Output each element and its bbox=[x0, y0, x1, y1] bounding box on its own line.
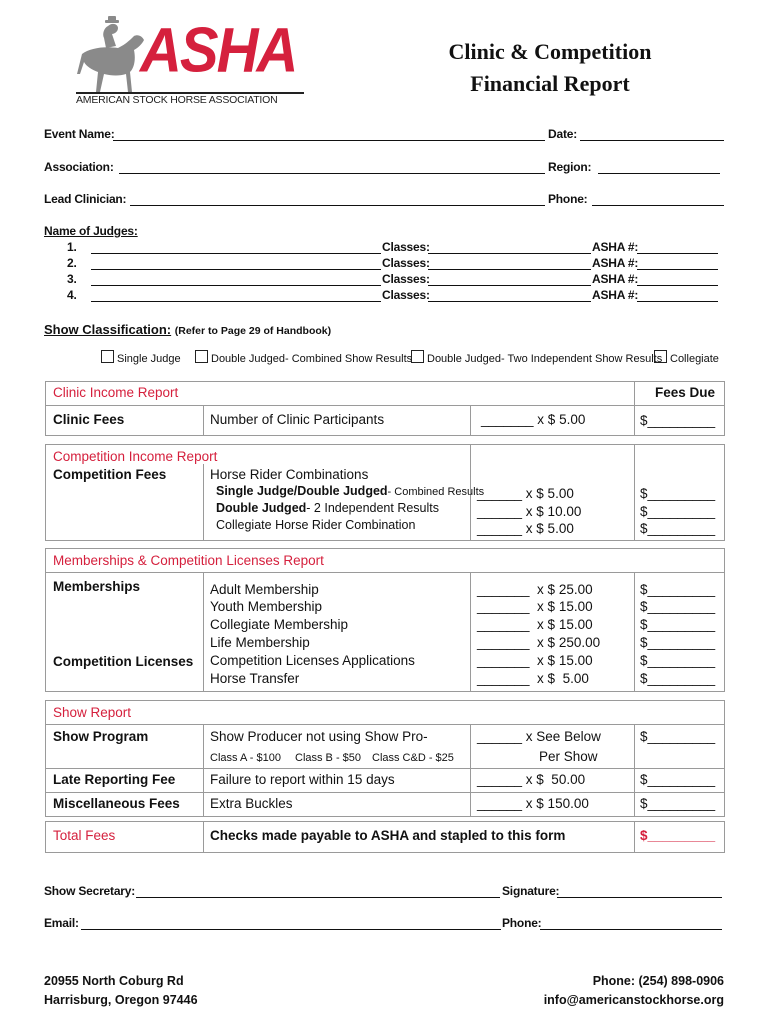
footer-contact bbox=[520, 972, 724, 1010]
judge-name-field[interactable] bbox=[91, 301, 381, 302]
date-field[interactable] bbox=[580, 140, 724, 141]
lead-clinician-label: Lead Clinician: bbox=[44, 192, 127, 206]
membership-qty[interactable]: _______ x $ 15.00 bbox=[477, 617, 593, 632]
event-name-field[interactable] bbox=[113, 140, 545, 141]
total-fees-label: Total Fees bbox=[53, 828, 116, 843]
clinic-fees-label: Clinic Fees bbox=[53, 412, 125, 427]
show-program-desc: Show Producer not using Show Pro- bbox=[210, 729, 428, 744]
address-line-2: Harrisburg, Oregon 97446 bbox=[44, 993, 198, 1007]
judge-asha-field[interactable] bbox=[637, 301, 718, 302]
judge-number: 3. bbox=[67, 272, 77, 286]
show-secretary-label: Show Secretary: bbox=[44, 884, 136, 898]
logo-subtitle: AMERICAN STOCK HORSE ASSOCIATION bbox=[76, 94, 278, 106]
option-single-judge[interactable] bbox=[101, 350, 181, 365]
clinic-desc: Number of Clinic Participants bbox=[210, 412, 385, 427]
show-program-qty[interactable]: ______ x See Below bbox=[477, 729, 601, 744]
membership-item: Collegiate Membership bbox=[210, 617, 349, 632]
judge-classes-label: Classes: bbox=[382, 272, 430, 286]
lead-clinician-field[interactable] bbox=[130, 205, 545, 206]
association-field[interactable] bbox=[119, 173, 545, 174]
checkbox-icon[interactable] bbox=[101, 350, 114, 363]
judges-heading: Name of Judges: bbox=[44, 224, 138, 238]
clinic-due-field[interactable]: $_________ bbox=[640, 413, 716, 428]
date-label: Date: bbox=[548, 127, 578, 141]
option-label: Single Judge bbox=[117, 353, 181, 365]
membership-due[interactable]: $_________ bbox=[640, 582, 716, 597]
classification-note: (Refer to Page 29 of Handbook) bbox=[174, 325, 332, 337]
judge-name-field[interactable] bbox=[91, 253, 381, 254]
competition-qty-1[interactable]: ______ x $ 5.00 bbox=[477, 486, 574, 501]
association-label: Association: bbox=[44, 160, 114, 174]
option-double-combined[interactable] bbox=[195, 350, 412, 365]
memberships-heading: Memberships & Competition Licenses Report bbox=[53, 553, 324, 568]
line-bold: Single Judge/Double Judged bbox=[216, 484, 388, 498]
competition-licenses-label: Competition Licenses bbox=[53, 654, 194, 669]
membership-due[interactable]: $_________ bbox=[640, 599, 716, 614]
class-cd-price: Class C&D - $25 bbox=[372, 752, 454, 764]
email-field[interactable] bbox=[81, 929, 501, 930]
membership-qty[interactable]: _______ x $ 25.00 bbox=[477, 582, 593, 597]
phone-field[interactable] bbox=[592, 205, 724, 206]
competition-heading: Competition Income Report bbox=[53, 449, 218, 464]
event-name-label: Event Name: bbox=[44, 127, 115, 141]
judge-asha-field[interactable] bbox=[637, 253, 718, 254]
membership-qty[interactable]: _______ x $ 250.00 bbox=[477, 635, 601, 650]
membership-qty[interactable]: _______ x $ 15.00 bbox=[477, 599, 593, 614]
competition-due-2[interactable]: $_________ bbox=[640, 504, 716, 519]
email-label: Email: bbox=[44, 916, 79, 930]
checkbox-icon[interactable] bbox=[195, 350, 208, 363]
misc-fees-due[interactable]: $_________ bbox=[640, 796, 716, 811]
competition-line-2 bbox=[216, 500, 439, 517]
membership-item: Competition Licenses Applications bbox=[210, 653, 415, 668]
title-line-1: Clinic & Competition bbox=[448, 39, 652, 64]
competition-qty-3[interactable]: ______ x $ 5.00 bbox=[477, 521, 574, 536]
judge-asha-field[interactable] bbox=[637, 269, 718, 270]
membership-due[interactable]: $_________ bbox=[640, 635, 716, 650]
competition-due-1[interactable]: $_________ bbox=[640, 486, 716, 501]
clinic-qty-field[interactable]: _______ x $ 5.00 bbox=[481, 412, 586, 427]
competition-due-3[interactable]: $_________ bbox=[640, 521, 716, 536]
show-program-per-show: Per Show bbox=[539, 749, 598, 764]
fees-due-heading: Fees Due bbox=[655, 385, 716, 400]
checkbox-icon[interactable] bbox=[411, 350, 424, 363]
misc-fees-label: Miscellaneous Fees bbox=[53, 796, 180, 811]
membership-due[interactable]: $_________ bbox=[640, 617, 716, 632]
signoff-phone-field[interactable] bbox=[540, 929, 722, 930]
signoff-phone-label: Phone: bbox=[502, 916, 542, 930]
judge-name-field[interactable] bbox=[91, 269, 381, 270]
asha-logo bbox=[72, 14, 308, 110]
judge-asha-field[interactable] bbox=[637, 285, 718, 286]
misc-fees-qty[interactable]: ______ x $ 150.00 bbox=[477, 796, 589, 811]
judge-classes-label: Classes: bbox=[382, 288, 430, 302]
membership-item: Youth Membership bbox=[210, 599, 323, 614]
footer-email: info@americanstockhorse.org bbox=[543, 993, 724, 1007]
misc-fees-desc: Extra Buckles bbox=[210, 796, 293, 811]
option-collegiate[interactable] bbox=[654, 350, 719, 365]
logo-text: ASHA bbox=[140, 15, 297, 86]
signature-field[interactable] bbox=[557, 897, 722, 898]
line-rest: - Combined Results bbox=[387, 486, 485, 498]
membership-qty[interactable]: _______ x $ 5.00 bbox=[477, 671, 589, 686]
footer-phone: Phone: (254) 898-0906 bbox=[592, 974, 724, 988]
judge-number: 2. bbox=[67, 256, 77, 270]
late-fee-qty[interactable]: ______ x $ 50.00 bbox=[477, 772, 586, 787]
judge-classes-field[interactable] bbox=[428, 301, 591, 302]
address-line-1: 20955 North Coburg Rd bbox=[44, 974, 184, 988]
option-label: Double Judged- Two Independent Show Results bbox=[427, 353, 663, 365]
membership-item: Horse Transfer bbox=[210, 671, 300, 686]
signature-label: Signature: bbox=[502, 884, 560, 898]
report-title bbox=[410, 36, 690, 100]
competition-desc-title: Horse Rider Combinations bbox=[210, 467, 369, 482]
show-secretary-field[interactable] bbox=[136, 897, 500, 898]
membership-item: Adult Membership bbox=[210, 582, 319, 597]
judge-asha-label: ASHA #: bbox=[592, 272, 639, 286]
line-bold: Double Judged bbox=[216, 501, 307, 515]
clinic-heading: Clinic Income Report bbox=[53, 385, 179, 400]
title-line-2: Financial Report bbox=[470, 71, 630, 96]
competition-line-1 bbox=[216, 483, 484, 501]
judge-classes-field[interactable] bbox=[428, 269, 591, 270]
late-fee-due[interactable]: $_________ bbox=[640, 772, 716, 787]
total-due-field[interactable]: $_________ bbox=[640, 828, 716, 843]
show-program-label: Show Program bbox=[53, 729, 149, 744]
class-b-price: Class B - $50 bbox=[295, 752, 362, 764]
checkbox-icon[interactable] bbox=[654, 350, 667, 363]
region-field[interactable] bbox=[598, 173, 720, 174]
memberships-label: Memberships bbox=[53, 579, 141, 594]
judge-asha-label: ASHA #: bbox=[592, 240, 639, 254]
membership-item: Life Membership bbox=[210, 635, 310, 650]
option-label: Double Judged- Combined Show Results bbox=[211, 353, 413, 365]
judge-classes-label: Classes: bbox=[382, 256, 430, 270]
show-program-due[interactable]: $_________ bbox=[640, 729, 716, 744]
judge-asha-label: ASHA #: bbox=[592, 288, 639, 302]
competition-line-3: Collegiate Horse Rider Combination bbox=[216, 518, 416, 532]
class-a-price: Class A - $100 bbox=[210, 752, 281, 764]
judge-asha-label: ASHA #: bbox=[592, 256, 639, 270]
late-fee-desc: Failure to report within 15 days bbox=[210, 772, 395, 787]
competition-fees-label: Competition Fees bbox=[53, 467, 167, 482]
option-label: Collegiate bbox=[670, 353, 719, 365]
judge-classes-field[interactable] bbox=[428, 285, 591, 286]
membership-due[interactable]: $_________ bbox=[640, 671, 716, 686]
classification-heading bbox=[44, 322, 331, 337]
judge-number: 4. bbox=[67, 288, 77, 302]
region-label: Region: bbox=[548, 160, 592, 174]
line-rest: - 2 Independent Results bbox=[306, 501, 440, 515]
option-double-independent[interactable] bbox=[411, 350, 662, 365]
phone-label: Phone: bbox=[548, 192, 588, 206]
judge-classes-field[interactable] bbox=[428, 253, 591, 254]
show-heading: Show Report bbox=[53, 705, 132, 720]
membership-due[interactable]: $_________ bbox=[640, 653, 716, 668]
footer-address bbox=[44, 972, 198, 1010]
late-fee-label: Late Reporting Fee bbox=[53, 772, 176, 787]
classification-title: Show Classification: bbox=[44, 322, 172, 337]
judge-classes-label: Classes: bbox=[382, 240, 430, 254]
membership-qty[interactable]: _______ x $ 15.00 bbox=[477, 653, 593, 668]
judge-name-field[interactable] bbox=[91, 285, 381, 286]
judge-number: 1. bbox=[67, 240, 77, 254]
total-note: Checks made payable to ASHA and stapled to this form bbox=[210, 828, 566, 843]
competition-qty-2[interactable]: ______ x $ 10.00 bbox=[477, 504, 582, 519]
